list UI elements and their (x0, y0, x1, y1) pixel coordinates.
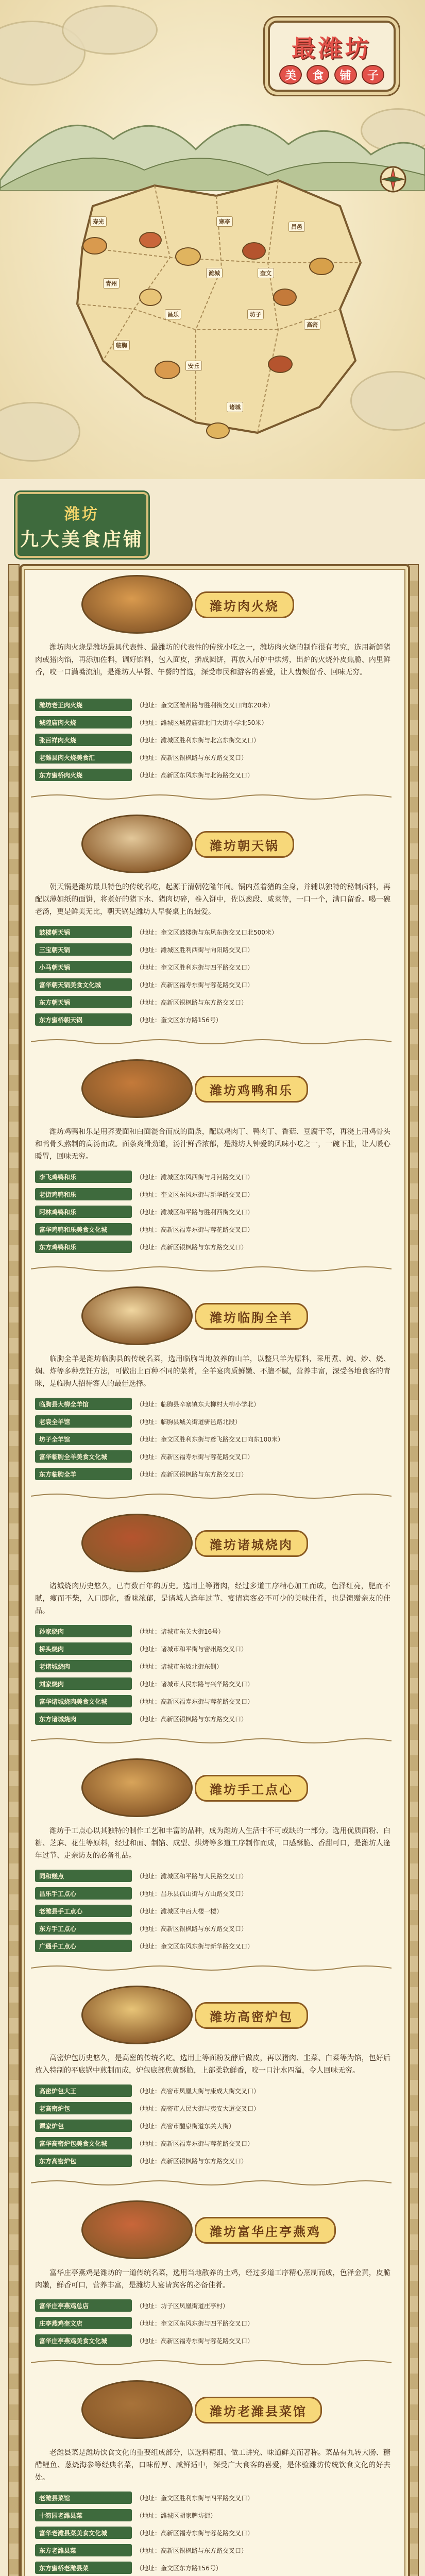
restaurant-name: 东方蜜桥肉火烧 (35, 769, 132, 781)
dish-description: 老潍县菜是潍坊饮食文化的重要组成部分，以选料精细、做工讲究、味道鲜美而著称。菜品有九转大肠、糖醋鲤鱼、葱烧海参等经典名菜，口味醇厚、咸鲜适中，深受广大食客的喜爱，是体验潍坊传统饮食文化的好去处。 (35, 2449, 390, 2482)
restaurant-address: （地址：高新区福寿东街与蓉花路交叉口） (136, 1226, 254, 1233)
restaurant-address: （地址：奎文区东方路156号） (136, 1016, 222, 1024)
restaurant-name: 富华临朐全羊美食文化城 (35, 1450, 132, 1463)
food-illustration (175, 247, 201, 266)
dish-section (30, 2377, 396, 2576)
restaurant-list (35, 1397, 390, 1485)
restaurant-address: （地址：潍城区城隍庙街北门大街小学北50米） (136, 719, 268, 726)
restaurant-address: （地址：高新区银枫路与东方路交叉口） (136, 1243, 248, 1251)
restaurant-row (35, 1467, 390, 1481)
restaurant-row (35, 1205, 390, 1218)
restaurant-list (35, 2084, 390, 2172)
dish-name: 潍坊肉火烧 (195, 591, 294, 618)
restaurant-name: 老诸城烧肉 (35, 1660, 132, 1672)
restaurant-row (35, 1432, 390, 1446)
restaurant-name: 富华庄亭燕鸡总店 (35, 2299, 132, 2312)
dish-name: 潍坊临朐全羊 (195, 1303, 308, 1330)
food-illustration (139, 289, 162, 306)
restaurant-list (35, 1170, 390, 1258)
dish-section (30, 1982, 396, 2182)
side-border-left (8, 564, 20, 2576)
map-label: 昌邑 (288, 222, 305, 232)
restaurant-address: （地址：高密市人民大街与夷安大道交叉口） (136, 2105, 260, 2112)
dish-description: 诸城烧肉历史悠久，已有数百年的历史。选用上等猪肉，经过多道工序精心加工而成，色泽红亮，肥而不腻，瘦而不柴，入口即化，香味浓郁，是诸城人逢年过节、宴请宾客必不可少的美味佳肴，也是馈赠亲友的佳品。 (35, 1582, 390, 1615)
restaurant-name: 临朐县大柳全羊馆 (35, 1398, 132, 1410)
restaurant-row (35, 2526, 390, 2539)
restaurant-address: （地址：坊子区凤凰街道庄亭村） (136, 2302, 229, 2310)
food-illustration (273, 289, 297, 306)
dish-image (81, 1514, 193, 1572)
restaurant-row (35, 2084, 390, 2097)
dish-section (30, 1755, 396, 1967)
restaurant-name: 昌乐手工点心 (35, 1887, 132, 1900)
restaurant-name: 老高密炉包 (35, 2102, 132, 2114)
restaurant-address: （地址：高新区银枫路与东方路交叉口） (136, 1470, 248, 1478)
restaurant-row (35, 698, 390, 711)
restaurant-address: （地址：潍城区中百大楼一楼） (136, 1907, 223, 1915)
header-illustration (0, 0, 425, 479)
food-illustration (206, 422, 230, 439)
restaurant-name: 坊子全羊馆 (35, 1433, 132, 1445)
restaurant-address: （地址：高新区福寿东街与蓉花路交叉口） (136, 1698, 254, 1705)
restaurant-name: 刘家烧肉 (35, 1677, 132, 1690)
restaurant-row (35, 1415, 390, 1428)
restaurant-name: 鼓楼朝天锅 (35, 926, 132, 938)
restaurant-address: （地址：诸城市东关大街16号） (136, 1628, 225, 1635)
restaurant-row (35, 2491, 390, 2504)
restaurant-row (35, 943, 390, 956)
restaurant-address: （地址：高新区福寿东街与蓉花路交叉口） (136, 1453, 254, 1461)
dish-banner (30, 2377, 396, 2439)
restaurant-row (35, 1887, 390, 1900)
food-illustration (82, 237, 107, 255)
restaurant-row (35, 1624, 390, 1638)
food-illustration (309, 258, 334, 275)
dish-description: 临朐全羊是潍坊临朐县的传统名菜，选用临朐当地放养的山羊，以整只羊为原料，采用煮、炖、炒、烧、焖、炸等多种烹饪方法，可做出上百种不同的菜肴，全羊宴肉质鲜嫩、不膻不腻，营养丰富，深受各地食客的青睐，是临朐人招待客人的最佳选择。 (35, 1355, 390, 1388)
restaurant-address: （地址：潍城区胜利东街与北宫东街交叉口） (136, 736, 260, 744)
restaurant-row (35, 1397, 390, 1411)
compass-icon (379, 165, 407, 194)
restaurant-list (35, 2299, 390, 2351)
restaurant-row (35, 2137, 390, 2150)
mountain-illustration (0, 77, 425, 191)
restaurant-name: 东方朝天锅 (35, 996, 132, 1008)
restaurant-row (35, 960, 390, 974)
dish-name: 潍坊老潍县菜馆 (195, 2397, 322, 2424)
restaurant-row (35, 716, 390, 729)
section-title-line1: 潍坊 (64, 505, 99, 523)
restaurant-address: （地址：高新区银枫路与东方路交叉口） (136, 1925, 248, 1933)
weifang-map (62, 175, 371, 443)
dish-section (30, 1283, 396, 1495)
restaurant-name: 张百祥肉火烧 (35, 734, 132, 746)
restaurant-row (35, 1694, 390, 1708)
logo-sub-char: 美 (279, 65, 302, 84)
restaurant-row (35, 1904, 390, 1918)
restaurant-list (35, 1869, 390, 1957)
dish-section (30, 1511, 396, 1740)
restaurant-name: 小马朝天锅 (35, 961, 132, 973)
dish-section (30, 572, 396, 796)
dish-banner (30, 1982, 396, 2044)
dish-banner (30, 1511, 396, 1572)
restaurant-row (35, 2316, 390, 2330)
restaurant-name: 十笏园老潍县菜 (35, 2509, 132, 2521)
restaurant-name: 城隍庙肉火烧 (35, 716, 132, 728)
restaurant-list (35, 698, 390, 786)
dish-image (81, 575, 193, 634)
logo-subtitle (279, 65, 384, 84)
map-label: 奎文 (258, 268, 274, 278)
section-divider (31, 1964, 392, 1972)
restaurant-name: 三宝朝天锅 (35, 943, 132, 956)
restaurant-name: 富华高密炉包美食文化城 (35, 2137, 132, 2149)
map-label: 坊子 (247, 309, 264, 319)
restaurant-address: （地址：奎文区胜利东街与鸢飞路交叉口向东100米） (136, 1435, 284, 1443)
restaurant-row (35, 1170, 390, 1183)
restaurant-row (35, 995, 390, 1009)
restaurant-name: 富华鸡鸭和乐美食文化城 (35, 1223, 132, 1235)
dish-name: 潍坊鸡鸭和乐 (195, 1076, 308, 1103)
section-title-box (15, 492, 148, 558)
restaurant-address: （地址：潍城区东风西街与月河路交叉口） (136, 1173, 254, 1181)
restaurant-name: 东方蜜桥朝天锅 (35, 1013, 132, 1026)
restaurant-address: （地址：高新区银枫路与东方路交叉口） (136, 2157, 248, 2165)
restaurant-name: 东方临朐全羊 (35, 1468, 132, 1480)
dish-description: 潍坊鸡鸭和乐是用荞麦面和白面混合而成的面条，配以鸡肉丁、鸭肉丁、香菇、豆腐干等，再浇上用鸡骨头和鸭骨头熬制的高汤而成。面条爽滑劲道，汤汁鲜香浓郁，是潍坊人钟爱的风味小吃之一，一碗下肚，让人暖心暖胃，回味无穷。 (35, 1128, 390, 1161)
restaurant-list (35, 2491, 390, 2576)
restaurant-address: （地址：奎文区东风东街与新华路交叉口） (136, 1942, 254, 1950)
restaurant-row (35, 2299, 390, 2312)
restaurant-row (35, 1188, 390, 1201)
dish-image (81, 1059, 193, 1118)
restaurant-list (35, 925, 390, 1030)
dish-section (30, 1056, 396, 1268)
dish-section (30, 2197, 396, 2362)
restaurant-row (35, 2334, 390, 2347)
map-label: 潍城 (206, 268, 223, 278)
restaurant-address: （地址：高新区福寿东街与蓉花路交叉口） (136, 2337, 254, 2345)
dish-banner (30, 1755, 396, 1817)
restaurant-address: （地址：奎文区胜利东街与四平路交叉口） (136, 963, 254, 971)
restaurant-address: （地址：高新区福寿东街与蓉花路交叉口） (136, 981, 254, 989)
restaurant-row (35, 1240, 390, 1253)
restaurant-name: 老潍县菜馆 (35, 2492, 132, 2504)
map-label: 安丘 (185, 361, 202, 371)
restaurant-name: 谭家炉包 (35, 2120, 132, 2132)
restaurant-name: 富华朝天锅美食文化城 (35, 978, 132, 991)
food-illustration (155, 361, 180, 379)
restaurant-row (35, 1922, 390, 1935)
restaurant-row (35, 925, 390, 939)
restaurant-name: 富华诸城烧肉美食文化城 (35, 1695, 132, 1707)
dish-section (30, 811, 396, 1041)
restaurant-address: （地址：诸城市和平街与密州路交叉口） (136, 1645, 248, 1653)
restaurant-row (35, 1939, 390, 1953)
map-label: 青州 (103, 278, 120, 289)
restaurant-name: 老袁全羊馆 (35, 1415, 132, 1428)
dish-name: 潍坊富华庄亭燕鸡 (195, 2217, 336, 2244)
restaurant-address: （地址：高密市醴泉街道东关大街） (136, 2122, 235, 2130)
map-label: 高密 (304, 319, 320, 330)
map-label: 寒亭 (216, 216, 233, 227)
restaurant-address: （地址：高新区银枫路与东方路交叉口） (136, 2547, 248, 2554)
restaurant-name: 庄亭燕鸡奎文店 (35, 2317, 132, 2329)
restaurant-address: （地址：诸城市人民东路与兴华路交叉口） (136, 1680, 254, 1688)
restaurant-address: （地址：奎文区鼓楼街与东风东街交叉口北500米） (136, 928, 278, 936)
section-divider (31, 1265, 392, 1273)
restaurant-row (35, 978, 390, 991)
restaurant-row (35, 1869, 390, 1883)
restaurant-name: 东方手工点心 (35, 1922, 132, 1935)
section-divider (31, 1038, 392, 1046)
dish-description: 潍坊肉火烧是潍坊最具代表性、最潍坊的代表性的传统小吃之一，潍坊肉火烧的制作很有考究，选用新鲜猪肉或猪肉馅，再添加佐料，调好馅料，包入面皮，擀成圆饼，再放入吊炉中烘烤，出炉的火烧外皮焦脆、内里鲜香，咬一口满嘴流油，是潍坊人早餐、午餐的首选，深受市民和游客的喜爱，让人齿颊留香、回味无穷。 (35, 643, 390, 676)
logo-sub-char: 铺 (334, 65, 357, 84)
dish-banner (30, 1283, 396, 1345)
restaurant-name: 广通手工点心 (35, 1940, 132, 1952)
restaurant-name: 潍坊老王肉火烧 (35, 699, 132, 711)
section-divider (31, 1737, 392, 1745)
section-title (15, 492, 149, 559)
restaurant-name: 东方蜜桥老潍县菜 (35, 2562, 132, 2574)
restaurant-name: 孙家烧肉 (35, 1625, 132, 1637)
restaurant-address: （地址：奎文区胜利东街与四平路交叉口） (136, 2494, 254, 2502)
restaurant-address: （地址：潍城区胜利西街与向阳路交叉口） (136, 946, 254, 954)
restaurant-address: （地址：高新区东风东街与北海路交叉口） (136, 771, 254, 779)
restaurant-address: （地址：潍城区胡家牌坊街） (136, 2512, 217, 2519)
food-illustration (242, 242, 266, 260)
restaurant-row (35, 1642, 390, 1655)
restaurant-address: （地址：高新区福寿东街与蓉花路交叉口） (136, 2529, 254, 2537)
restaurant-row (35, 1659, 390, 1673)
map-label: 临朐 (113, 340, 130, 350)
restaurant-row (35, 2119, 390, 2132)
dish-image (81, 1758, 193, 1817)
restaurant-name: 东方高密炉包 (35, 2155, 132, 2167)
map-label: 寿光 (90, 216, 107, 227)
dish-banner (30, 572, 396, 634)
dish-image (81, 815, 193, 873)
restaurant-row (35, 1712, 390, 1725)
section-title-line2: 九大美食店铺 (20, 529, 144, 550)
restaurant-name: 阿林鸡鸭和乐 (35, 1206, 132, 1218)
restaurant-address: （地址：潍城区和平路与胜利西街交叉口） (136, 1208, 254, 1216)
dish-name: 潍坊朝天锅 (195, 831, 294, 858)
restaurant-address: （地址：奎文区东方路156号） (136, 2564, 222, 2572)
restaurant-name: 富华老潍县菜美食文化城 (35, 2527, 132, 2539)
cloud-decoration (62, 5, 158, 55)
restaurant-address: （地址：奎文区东风东街与新华路交叉口） (136, 1191, 254, 1198)
restaurant-address: （地址：高密市凤凰大街与康成大街交叉口） (136, 2087, 260, 2095)
restaurant-row (35, 1223, 390, 1236)
restaurant-row (35, 2509, 390, 2522)
section-divider (31, 2359, 392, 2367)
dish-description: 潍坊手工点心以其独特的制作工艺和丰富的品种，成为潍坊人生活中不可或缺的一部分。选用优质面粉、白糖、芝麻、花生等原料，经过和面、制馅、成型、烘烤等多道工序制作而成，口感酥脆、香甜可口，是潍坊人逢年过节、走亲访友的必备礼品。 (35, 1827, 390, 1860)
section-divider (31, 2179, 392, 2187)
dish-description: 朝天锅是潍坊最具特色的传统名吃，起源于清朝乾隆年间。锅内煮着猪的全身，并辅以独特的秘制卤料，再配以薄如纸的面饼，将煮好的猪下水、猪肉切碎，卷入饼中，佐以葱段、咸菜等，一口一个，满口留香。喝一碗老汤，更是鲜美无比，朝天锅是潍坊人早餐桌上的最爱。 (35, 883, 390, 916)
restaurant-address: （地址：高新区银枫路与东方路交叉口） (136, 1715, 248, 1723)
logo-title: 最潍坊 (292, 35, 372, 62)
dish-image (81, 1986, 193, 2044)
dish-name: 潍坊高密炉包 (195, 2002, 308, 2029)
restaurant-row (35, 733, 390, 747)
dish-name: 潍坊手工点心 (195, 1775, 308, 1802)
section-divider (31, 1492, 392, 1500)
dish-banner (30, 811, 396, 873)
restaurant-address: （地址：高新区银枫路与东方路交叉口） (136, 754, 248, 761)
restaurant-row (35, 2102, 390, 2115)
dish-name: 潍坊诸城烧肉 (195, 1530, 308, 1557)
restaurant-address: （地址：昌乐县孤山街与方山路交叉口） (136, 1890, 248, 1897)
restaurant-list (35, 1624, 390, 1730)
restaurant-name: 东方鸡鸭和乐 (35, 1241, 132, 1253)
restaurant-row (35, 751, 390, 764)
food-illustration (268, 355, 293, 373)
dish-image (81, 1286, 193, 1345)
dish-image (81, 2200, 193, 2259)
restaurant-address: （地址：临朐县城关街道骈邑路北段） (136, 1418, 242, 1426)
section-divider (31, 793, 392, 801)
restaurant-name: 富华庄亭燕鸡美食文化城 (35, 2334, 132, 2347)
restaurant-address: （地址：高新区银枫路与东方路交叉口） (136, 998, 248, 1006)
restaurant-row (35, 2544, 390, 2557)
restaurant-address: （地址：诸城市东坡北街东侧） (136, 1663, 223, 1670)
restaurant-name: 桥头烧肉 (35, 1642, 132, 1655)
restaurant-name: 老潍县手工点心 (35, 1905, 132, 1917)
restaurant-row (35, 2561, 390, 2574)
map-label: 昌乐 (165, 309, 181, 319)
dish-description: 高密炉包历史悠久，是高密的传统名吃。选用上等面粉发酵后做皮，再以猪肉、韭菜、白菜等为馅，包好后放入特制的平底锅中煎制而成，炉包底部焦黄酥脆，上部柔软鲜香，咬一口汁水四溢，令人回味无穷。 (35, 2054, 390, 2075)
restaurant-address: （地址：奎文区潍州路与胜利街交叉口向东20米） (136, 701, 274, 709)
restaurant-row (35, 1013, 390, 1026)
logo-sub-char: 食 (307, 65, 329, 84)
restaurant-row (35, 2154, 390, 2167)
restaurant-address: （地址：高新区福寿东街与蓉花路交叉口） (136, 2140, 254, 2147)
logo-sub-char: 子 (362, 65, 384, 84)
logo-plaque (268, 21, 396, 92)
restaurant-name: 李飞鸡鸭和乐 (35, 1171, 132, 1183)
restaurant-address: （地址：奎文区东风东街与四平路交叉口） (136, 2319, 254, 2327)
dish-image (81, 2380, 193, 2439)
restaurant-name: 同和糕点 (35, 1870, 132, 1882)
restaurant-name: 东方诸城烧肉 (35, 1713, 132, 1725)
restaurant-name: 老街鸡鸭和乐 (35, 1188, 132, 1200)
dish-banner (30, 2197, 396, 2259)
restaurant-name: 高密炉包大王 (35, 2084, 132, 2097)
dish-description: 富华庄亭燕鸡是潍坊的一道传统名菜，选用当地散养的土鸡，经过多道工序精心烹制而成，色泽金黄，皮脆肉嫩，鲜香可口，营养丰富，是潍坊人宴请宾客的必备佳肴。 (35, 2269, 390, 2290)
restaurant-name: 东方老潍县菜 (35, 2544, 132, 2556)
restaurant-name: 老潍县肉火烧美食汇 (35, 751, 132, 764)
dish-banner (30, 1056, 396, 1118)
food-illustration (139, 232, 162, 248)
restaurant-row (35, 1450, 390, 1463)
restaurant-row (35, 1677, 390, 1690)
restaurant-address: （地址：潍城区和平路与人民路交叉口） (136, 1872, 248, 1880)
restaurant-address: （地址：临朐县辛寨镇东大柳村大柳小学北） (136, 1400, 260, 1408)
map-label: 诸城 (227, 402, 243, 412)
restaurant-row (35, 768, 390, 782)
